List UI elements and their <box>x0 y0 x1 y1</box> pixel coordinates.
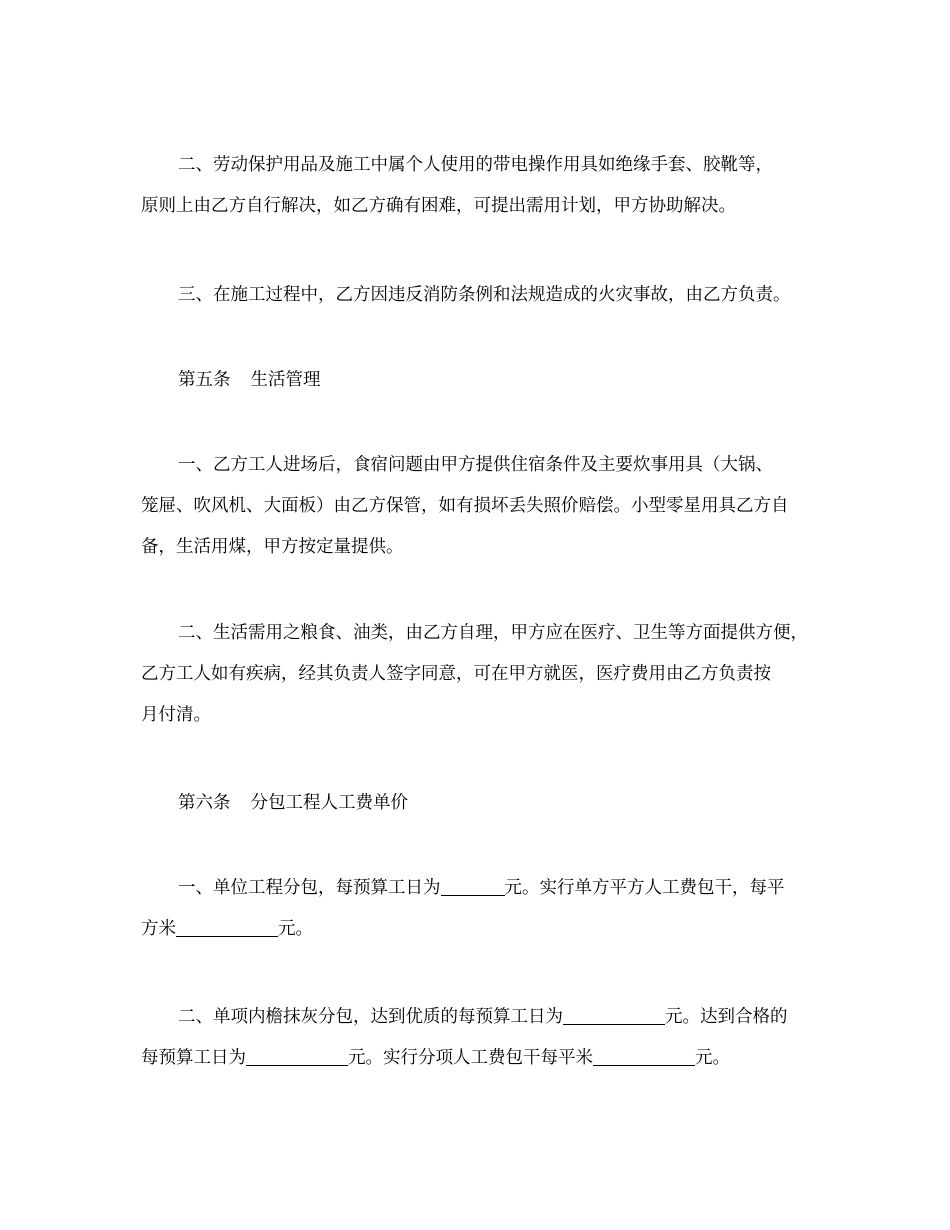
text-line <box>141 868 831 909</box>
text-segment: 二、单项内檐抹灰分包，达到优质的每预算工日为 <box>178 1007 563 1027</box>
text-segment: 元。 <box>278 919 313 939</box>
blank-field[interactable] <box>176 918 278 937</box>
text-line <box>104 909 831 950</box>
text-segment: 方米 <box>141 919 176 939</box>
text-line <box>141 997 831 1038</box>
text-segment: 元。 <box>695 1048 730 1068</box>
blank-field[interactable] <box>246 1047 348 1066</box>
paragraph-unit-project-subcontract <box>141 868 831 950</box>
article-number: 第五条 <box>178 370 231 390</box>
text-line <box>104 1038 831 1079</box>
text-segment: 元。实行单方平方人工费包干，每平 <box>504 878 785 898</box>
text-segment: 每预算工日为 <box>141 1048 246 1068</box>
text-line: 月付清。 <box>141 705 211 725</box>
text-line: 原则上由乙方自行解决，如乙方确有困难，可提出需用计划，甲方协助解决。 <box>141 196 736 216</box>
section-heading-article-5 <box>178 360 321 401</box>
text-line: 一、乙方工人进场后，食宿问题由甲方提供住宿条件及主要炊事用具（大锅、 <box>178 455 773 475</box>
text-line: 二、生活需用之粮食、油类，由乙方自理，甲方应在医疗、卫生等方面提供方便， <box>178 623 808 643</box>
blank-field[interactable] <box>593 1047 695 1066</box>
paragraph-living-needs <box>141 613 831 736</box>
text-line: 二、劳动保护用品及施工中属个人使用的带电操作用具如绝缘手套、胶靴等， <box>178 155 773 175</box>
paragraph-accommodation <box>141 445 831 568</box>
article-title: 生活管理 <box>250 370 321 390</box>
paragraph-fire-safety <box>141 275 831 316</box>
article-number: 第六条 <box>178 793 231 813</box>
section-heading-article-6 <box>178 783 408 824</box>
paragraph-protective-equipment <box>141 145 831 227</box>
text-segment: 一、单位工程分包，每预算工日为 <box>178 878 441 898</box>
text-line: 三、在施工过程中，乙方因违反消防条例和法规造成的火灾事故，由乙方负责。 <box>178 285 791 305</box>
text-line: 乙方工人如有疾病，经其负责人签字同意，可在甲方就医，医疗费用由乙方负责按 <box>141 664 771 684</box>
blank-field[interactable] <box>441 877 505 896</box>
text-line: 备，生活用煤，甲方按定量提供。 <box>141 537 404 557</box>
text-segment: 元。实行分项人工费包干每平米 <box>348 1048 593 1068</box>
text-segment: 元。达到合格的 <box>665 1007 788 1027</box>
paragraph-plastering-subcontract <box>141 997 831 1079</box>
article-title: 分包工程人工费单价 <box>250 793 408 813</box>
blank-field[interactable] <box>563 1006 665 1025</box>
text-line: 笼屉、吹风机、大面板）由乙方保管，如有损坏丢失照价赔偿。小型零星用具乙方自 <box>141 496 789 516</box>
